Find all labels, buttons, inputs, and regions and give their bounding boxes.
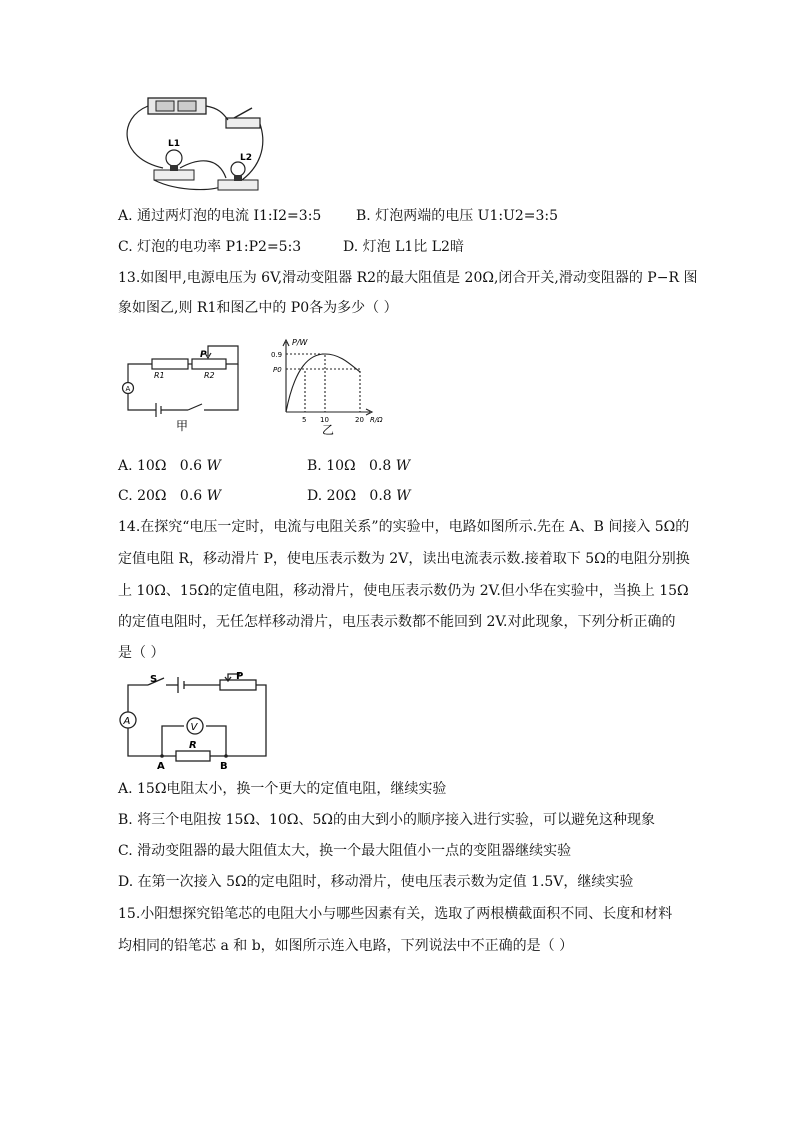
q12-option-a [118, 206, 321, 226]
q14-option-c: C. 滑动变阻器的最大阻值太大，换一个最大阻值小一点的变阻器继续实验 [118, 843, 572, 859]
ytick-p0: P0 [273, 366, 282, 374]
q13-option-a-value: 0.6 [179, 458, 203, 474]
slider-p-label: P [200, 350, 207, 360]
xtick-5: 5 [302, 416, 307, 424]
q13-circuit-jia [118, 340, 248, 432]
q12-option-d-label: D. [343, 239, 359, 255]
switch-s-label: S [150, 674, 158, 685]
fig-jia-caption: 甲 [176, 419, 189, 432]
q13-option-c-value: 0.6 [179, 488, 203, 504]
graph-xlabel: R/Ω [370, 416, 383, 424]
q15-stem-line1: 15.小阳想探究铅笔芯的电阻大小与哪些因素有关，选取了两根横截面积不同、长度和材料 [118, 906, 673, 922]
q13-option-c [118, 486, 221, 506]
q13-option-b-unit: W [395, 458, 411, 474]
xtick-10: 10 [320, 416, 329, 424]
q12-option-b-text: 灯泡两端的电压 U1:U2=3:5 [375, 208, 559, 224]
q12-option-a-label: A. [118, 208, 133, 224]
node-a-label: A [157, 761, 165, 770]
q14-stem-line3: 上 10Ω、15Ω的定值电阻，移动滑片，使电压表示数仍为 2V.但小华在实验中，当换上 15Ω [118, 583, 689, 599]
q13-stem-line2: 象如图乙,则 R1和图乙中的 P0各为多少（ ） [118, 300, 398, 316]
q12-option-d [343, 237, 464, 257]
graph-ylabel: P/W [292, 338, 308, 347]
two-bulb-circuit-figure [118, 88, 268, 200]
q13-option-d-value: 0.8 [369, 488, 392, 504]
q14-stem-line1: 14.在探究“电压一定时，电流与电阻关系”的实验中，电路如图所示.先在 A、B 间接入 5Ω的 [118, 519, 690, 535]
q15-stem-line2: 均相同的铅笔芯 a 和 b，如图所示连入电路，下列说法中不正确的是（ ） [118, 938, 574, 954]
xtick-20: 20 [355, 416, 364, 424]
q13-option-d-unit: W [396, 488, 411, 504]
ytick-0-9: 0.9 [271, 351, 283, 359]
q13-option-b-value: 0.8 [368, 458, 392, 474]
q13-option-a [118, 456, 221, 476]
slider-p-label-q14: P [236, 672, 244, 682]
q12-option-d-text: 灯泡 L1比 L2暗 [362, 239, 464, 255]
q13-option-a-unit: W [206, 458, 221, 474]
q13-stem-line1: 13.如图甲,电源电压为 6V,滑动变阻器 R2的最大阻值是 20Ω,闭合开关,滑动变阻器的 P−R 图 [118, 270, 698, 286]
q13-option-c-label: C. 20Ω [118, 488, 167, 504]
voltmeter-v-label: V [190, 722, 198, 733]
r1-label: R1 [154, 371, 165, 380]
q12-option-c [118, 237, 301, 257]
q12-option-b-label: B. [356, 208, 371, 224]
resistor-r-label: R [189, 740, 197, 751]
q14-stem-line2: 定值电阻 R，移动滑片 P，使电压表示数为 2V，读出电流表示数.接着取下 5Ω的电阻分别换 [118, 551, 690, 567]
q12-option-a-text: 通过两灯泡的电流 I1:I2=3:5 [137, 208, 322, 224]
q12-option-c-text: 灯泡的电功率 P1:P2=5:3 [137, 239, 302, 255]
q13-option-a-label: A. 10Ω [118, 458, 167, 474]
q13-option-b [307, 456, 410, 476]
fig-yi-caption: 乙 [322, 423, 335, 436]
q13-graph-yi [270, 336, 400, 436]
q14-option-a: A. 15Ω电阻太小，换一个更大的定值电阻，继续实验 [118, 781, 447, 797]
q14-option-b: B. 将三个电阻按 15Ω、10Ω、5Ω的由大到小的顺序接入进行实验，可以避免这种现象 [118, 812, 655, 828]
ammeter-label: A [125, 385, 131, 393]
q14-stem-line4: 的定值电阻时，无任怎样移动滑片，电压表示数都不能回到 2V.对此现象，下列分析正确的 [118, 614, 676, 630]
q14-circuit-figure [118, 672, 270, 770]
q13-option-b-label: B. 10Ω [307, 458, 356, 474]
q13-option-d [307, 486, 411, 506]
q12-option-b [356, 206, 558, 226]
ammeter-a-label: A [123, 716, 131, 727]
q12-option-c-label: C. [118, 239, 133, 255]
q14-stem-line5: 是（ ） [118, 645, 165, 661]
q13-option-c-unit: W [206, 488, 222, 504]
q13-option-d-label: D. 20Ω [307, 488, 357, 504]
q14-option-d: D. 在第一次接入 5Ω的定电阻时，移动滑片，使电压表示数为定值 1.5V，继续实验 [118, 874, 634, 890]
node-b-label: B [220, 761, 228, 770]
l1-label: L1 [168, 139, 180, 149]
l2-label: L2 [240, 153, 252, 163]
r2-label: R2 [204, 371, 215, 380]
